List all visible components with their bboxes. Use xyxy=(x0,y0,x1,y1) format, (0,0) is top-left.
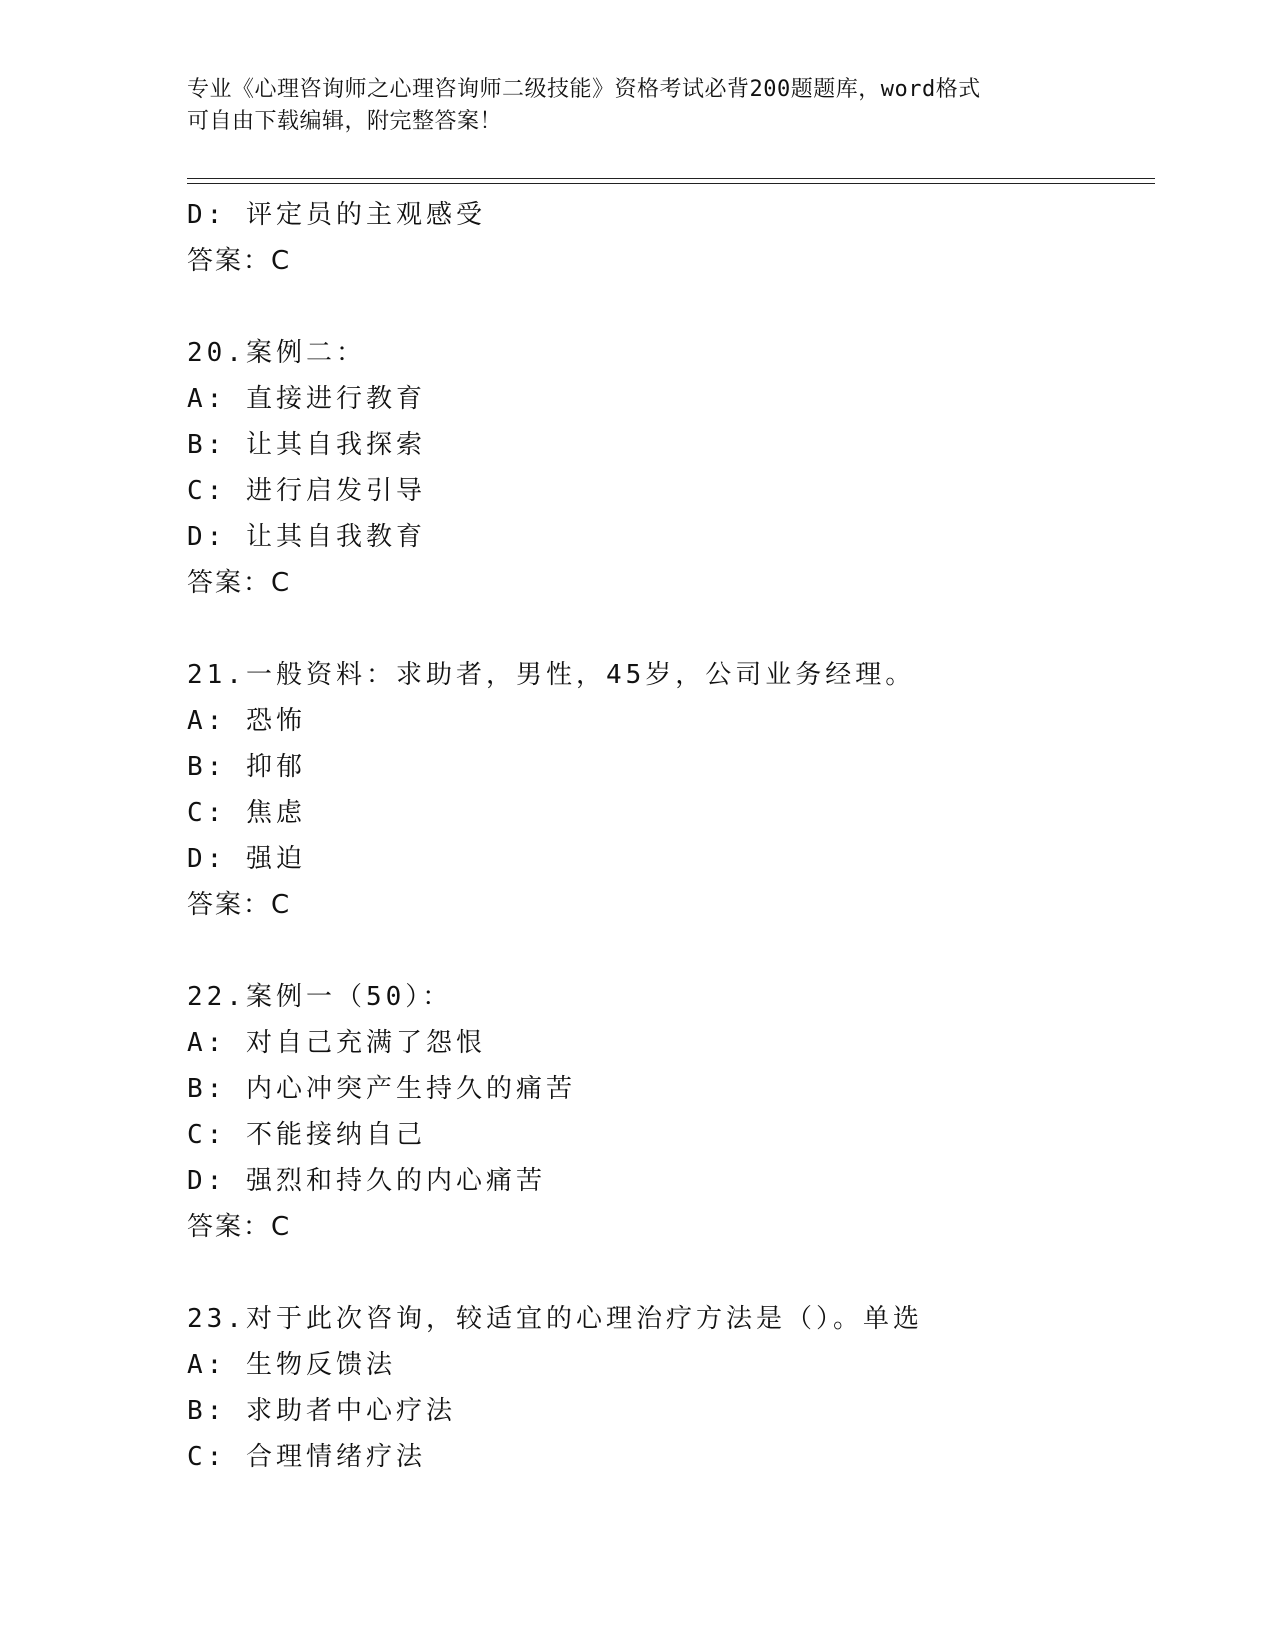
option-d: D: 强迫 xyxy=(187,844,306,874)
answer-line: 答案：C xyxy=(187,1212,292,1242)
option-b: B: 抑郁 xyxy=(187,752,306,782)
answer-line: 答案：C xyxy=(187,568,292,598)
option-a: A: 生物反馈法 xyxy=(187,1350,396,1380)
question-23: 23.对于此次咨询，较适宜的心理治疗方法是（）。单选 xyxy=(187,1304,923,1334)
question-20: 20.案例二： xyxy=(187,338,366,368)
spacer xyxy=(187,606,1147,652)
question-22: 22.案例一（50）： xyxy=(187,982,453,1012)
document-header xyxy=(187,74,1087,138)
answer-line: 答案：C xyxy=(187,246,292,276)
option-a: A: 恐怖 xyxy=(187,706,306,736)
option-c: C: 不能接纳自己 xyxy=(187,1120,426,1150)
option-b: B: 求助者中心疗法 xyxy=(187,1396,456,1426)
question-content xyxy=(187,192,1147,1480)
header-divider-bottom xyxy=(187,183,1155,184)
option-d: D: 让其自我教育 xyxy=(187,522,426,552)
spacer xyxy=(187,928,1147,974)
spacer xyxy=(187,284,1147,330)
spacer xyxy=(187,1250,1147,1296)
option-d: D: 强烈和持久的内心痛苦 xyxy=(187,1166,546,1196)
option-b: B: 让其自我探索 xyxy=(187,430,426,460)
answer-line: 答案：C xyxy=(187,890,292,920)
header-line-2: 可自由下载编辑，附完整答案！ xyxy=(187,109,503,134)
option-c: C: 合理情绪疗法 xyxy=(187,1442,426,1472)
option-c: C: 进行启发引导 xyxy=(187,476,426,506)
header-divider-top xyxy=(187,178,1155,179)
option-a: A: 直接进行教育 xyxy=(187,384,426,414)
header-line-1: 专业《心理咨询师之心理咨询师二级技能》资格考试必背200题题库，word格式 xyxy=(187,77,981,102)
option-a: A: 对自己充满了怨恨 xyxy=(187,1028,486,1058)
question-21: 21.一般资料：求助者，男性，45岁，公司业务经理。 xyxy=(187,660,916,690)
option-c: C: 焦虑 xyxy=(187,798,306,828)
option-b: B: 内心冲突产生持久的痛苦 xyxy=(187,1074,576,1104)
option-d: D: 评定员的主观感受 xyxy=(187,200,486,230)
